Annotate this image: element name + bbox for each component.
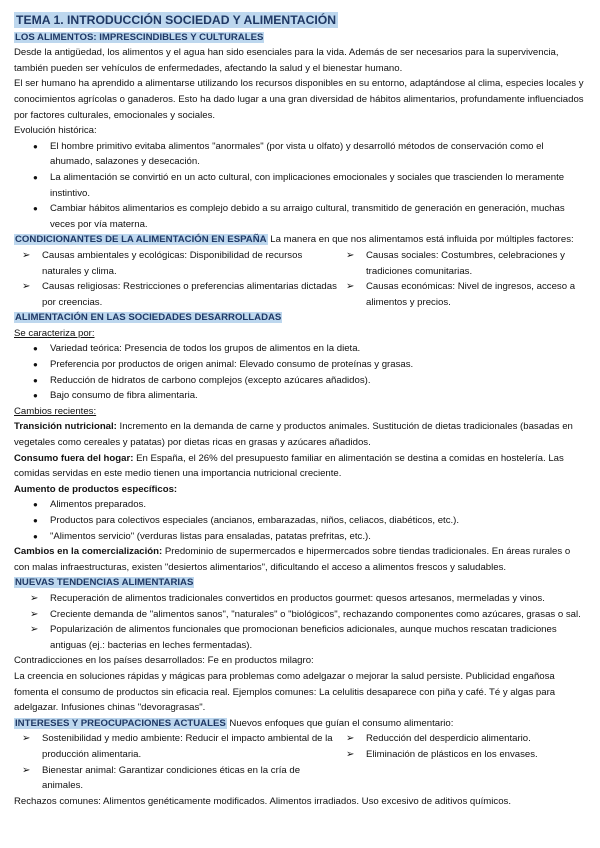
list-item: ➢ Popularización de alimentos funcionales que promocionan beneficios adicionales, aunque muchos rescatan tradiciones antiguas (ej.: bacterias en leches fermentadas).	[28, 622, 586, 653]
list-item: ➢ Eliminación de plásticos en los envases.	[344, 747, 586, 763]
list-item: ➢ Creciente demanda de "alimentos sanos", "naturales" o "biológicos", rechazando componentes como azúcares, grasas o sal.	[28, 607, 586, 623]
subheading: Contradicciones en los países desarrollados: Fe en productos milagro:	[14, 655, 314, 667]
term-label: Transición nutricional:	[14, 421, 117, 433]
list-item: ● Productos para colectivos especiales (ancianos, embarazadas, niños, celiacos, diabéticos, etc.).	[30, 513, 586, 529]
section-heading: LOS ALIMENTOS: IMPRESCINDIBLES Y CULTURALES	[15, 31, 264, 43]
bullet-list	[14, 139, 586, 233]
section-heading: INTERESES Y PREOCUPACIONES ACTUALES	[15, 717, 226, 729]
paragraph	[14, 419, 586, 450]
term-label: Cambios en la comercialización:	[14, 546, 163, 558]
list-item: ➢ Recuperación de alimentos tradicionales convertidos en productos gourmet: quesos artesanos, mermeladas y vinos.	[28, 591, 586, 607]
section-sociedades	[14, 310, 586, 575]
list-item: ● La alimentación se convirtió en un acto cultural, con implicaciones emocionales y sociales que trascienden lo meramente instintivo.	[30, 170, 586, 201]
paragraph: Rechazos comunes: Alimentos genéticamente modificados. Alimentos irradiados. Uso excesivo de aditivos químicos.	[14, 795, 511, 807]
term-text: En España, el 26% del presupuesto familiar en alimentación se destina a comidas en hostelería. Las comidas servidas en este medio tienen una importancia nutricional creciente.	[14, 452, 564, 480]
list-item: ➢ Reducción del desperdicio alimentario.	[344, 731, 586, 747]
section-heading: CONDICIONANTES DE LA ALIMENTACIÓN EN ESPAÑA	[15, 234, 267, 246]
list-item: ● El hombre primitivo evitaba alimentos "anormales" (por vista u olfato) y desarrolló métodos de conservación como el ahumado, salazones y desecación.	[30, 139, 586, 170]
list-item: ➢ Causas sociales: Costumbres, celebraciones y tradiciones comunitarias.	[344, 248, 586, 279]
list-item: ➢ Causas económicas: Nivel de ingresos, acceso a alimentos y precios.	[344, 279, 586, 310]
arrow-list-left	[14, 248, 338, 310]
paragraph: El ser humano ha aprendido a alimentarse utilizando los recursos disponibles en su entorno, adaptándose al clima, especies locales y conocimientos agrícolas o ganaderos. Esto ha dado lugar a una gran diversidad de hábitos alimentarios, profundamente influenciados por factores culturales, emocionales y sociales.	[14, 78, 584, 121]
section-tendencias	[14, 575, 586, 715]
term-text: Predominio de supermercados e hipermercados sobre tiendas tradicionales. En áreas rurales o con malas infraestructuras, existen "desiertos alimentarios", dificultando el acceso a alimentos frescos y saludables.	[14, 546, 571, 573]
section-intro: Nuevos enfoques que guían el consumo alimentario:	[226, 717, 454, 729]
list-item: ➢ Causas ambientales y ecológicas: Disponibilidad de recursos naturales y clima.	[20, 248, 338, 279]
term-label: Consumo fuera del hogar:	[14, 452, 134, 464]
section-condicionantes	[14, 232, 586, 310]
list-item: ● Bajo consumo de fibra alimentaria.	[30, 388, 586, 404]
list-item: ● Cambiar hábitos alimentarios es complejo debido a su arraigo cultural, transmitido de generación en generación, muchas veces por vía materna.	[30, 201, 586, 232]
bullet-list	[14, 341, 586, 403]
arrow-list-right	[338, 248, 586, 310]
term-text: Incremento en la demanda de carne y productos animales. Sustitución de dietas tradicionales (basadas en vegetales como cereales y patatas) por dietas ricas en grasas y azúcares añadidos.	[14, 421, 573, 449]
list-item: ● "Alimentos servicio" (verduras listas para ensaladas, patatas prefritas, etc.).	[30, 529, 586, 545]
paragraph	[14, 544, 586, 575]
bullet-list	[14, 497, 586, 544]
list-item: ➢ Sostenibilidad y medio ambiente: Reducir el impacto ambiental de la producción alimentaria.	[20, 731, 338, 762]
paragraph: La creencia en soluciones rápidas y mágicas para problemas como adelgazar o mejorar la salud persiste. Publicidad engañosa fomenta el consumo de productos sin eficacia real. Ejemplos comunes: La celulitis desaparece con piña y café. Té y algas para adelgazar. Infusiones chinas "devoragrasas".	[14, 670, 556, 714]
term-label: Aumento de productos específicos:	[14, 483, 178, 495]
section-heading: NUEVAS TENDENCIAS ALIMENTARIAS	[15, 577, 194, 589]
list-item: ● Reducción de hidratos de carbono complejos (excepto azúcares añadidos).	[30, 373, 586, 389]
page-title: TEMA 1. INTRODUCCIÓN SOCIEDAD Y ALIMENTACIÓN	[16, 13, 337, 27]
subheading: Se caracteriza por:	[14, 327, 95, 339]
list-item: ● Alimentos preparados.	[30, 497, 586, 513]
list-item: ● Preferencia por productos de origen animal: Elevado consumo de proteínas y grasas.	[30, 357, 586, 373]
section-heading: ALIMENTACIÓN EN LAS SOCIEDADES DESARROLLADAS	[15, 312, 282, 324]
arrow-list-left	[14, 731, 338, 793]
list-item: ➢ Bienestar animal: Garantizar condiciones éticas en la cría de animales.	[20, 763, 338, 794]
list-item: ➢ Causas religiosas: Restricciones o preferencias alimentarias dictadas por creencias.	[20, 279, 338, 310]
section-alimentos	[14, 30, 586, 233]
subheading: Cambios recientes:	[14, 405, 97, 417]
list-item: ● Variedad teórica: Presencia de todos los grupos de alimentos en la dieta.	[30, 341, 586, 357]
subheading: Evolución histórica:	[14, 125, 97, 137]
arrow-list	[14, 591, 586, 653]
paragraph	[14, 451, 586, 482]
section-intereses	[14, 716, 586, 810]
section-intro: La manera en que nos alimentamos está influida por múltiples factores:	[267, 234, 574, 246]
arrow-list-right	[338, 731, 586, 793]
paragraph: Desde la antigüedad, los alimentos y el agua han sido esenciales para la vida. Además de ser necesarios para la supervivencia, también pueden ser vehículos de enfermedades, afectando la salud y el bienestar humano.	[14, 47, 559, 74]
